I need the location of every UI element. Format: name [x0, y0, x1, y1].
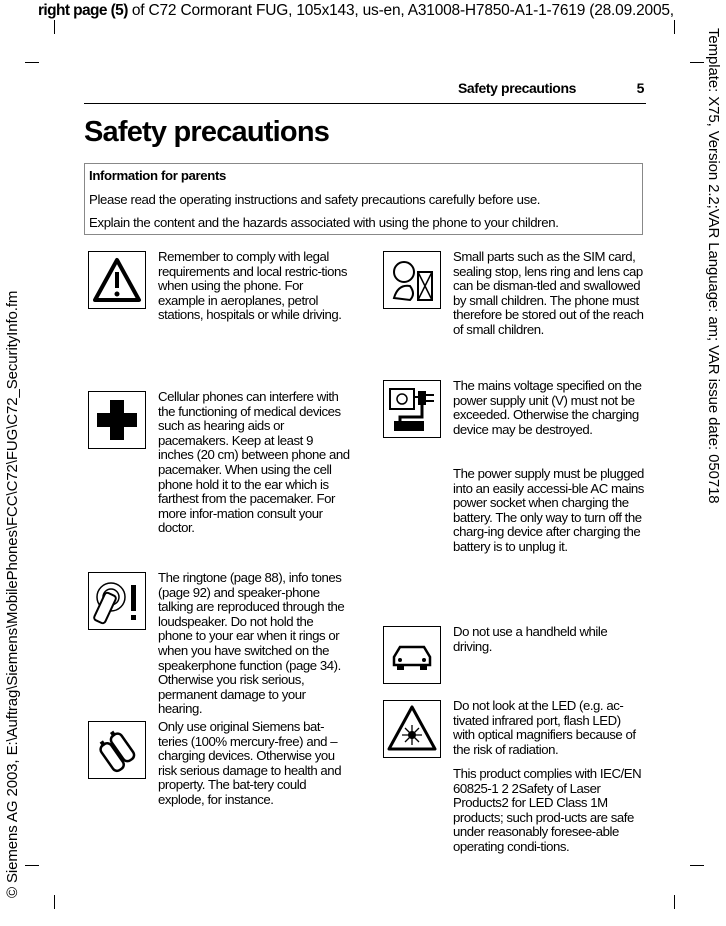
print-header-bold: right page (5)	[38, 2, 128, 19]
running-header	[84, 78, 646, 104]
power-supply-icon	[383, 380, 441, 438]
safety-text: Cellular phones can interfere with the functioning of medical devices such as hearing aids or pacemakers. Keep at least 9 inches (20 cm) between phone and pacemaker. When using the cell phone hold it to the ear which is farthest from the pacemaker. For more infor-mation consult your doctor.	[158, 389, 350, 536]
page-number: 5	[636, 80, 644, 96]
safety-text: Do not use a handheld while driving.	[453, 624, 608, 654]
safety-text: Remember to comply with legal requirements and local restric-tions when using the phone. For example in aeroplanes, petrol stations, hospitals or while driving.	[158, 249, 348, 323]
safety-text: The mains voltage specified on the power supply unit (V) must not be exceeded. Otherwise the charging device may be destroyed.	[453, 378, 642, 437]
baby-small-parts-icon	[383, 251, 441, 309]
crop-mark	[674, 895, 675, 909]
car-icon	[383, 626, 441, 684]
side-file-path: © Siemens AG 2003, E:\Auftrag\Siemens\MobilePhones\FCC\C72\FUG\C72_SecurityInfo.fm	[4, 290, 21, 898]
safety-text: Only use original Siemens bat-teries (100% mercury-free) and – charging devices. Otherwise you risk serious damage to health and property. The bat-tery could explode, for instance.	[158, 719, 342, 807]
crop-mark	[690, 62, 704, 63]
medical-cross-icon	[88, 391, 146, 449]
crop-mark	[674, 20, 675, 34]
crop-mark	[25, 62, 39, 63]
safety-text: Small parts such as the SIM card, sealing stop, lens ring and lens cap can be disman-tled and swallowed by small children. The phone must therefore be stored out of the reach of small children.	[453, 249, 644, 337]
info-box	[84, 163, 643, 235]
print-header-rest: of C72 Cormorant FUG, 105x143, us-en, A31008-H7850-A1-1-7619 (28.09.2005,	[127, 2, 674, 19]
header-section: Safety precautions	[457, 80, 576, 96]
crop-mark	[54, 20, 55, 34]
print-header-line	[38, 2, 674, 20]
warning-icon	[88, 251, 146, 309]
side-template-info: Template: X75, Version 2.2;VAR Language: am; VAR issue date: 050718	[705, 28, 722, 504]
crop-mark	[25, 865, 39, 866]
safety-text: The power supply must be plugged into an easily accessi-ble AC mains power socket when charging the battery. The only way to turn off the charg-ing device after charging the battery is to unplug it.	[453, 466, 644, 554]
battery-icon	[88, 721, 146, 779]
laser-warning-icon	[383, 700, 441, 758]
info-text: Explain the content and the hazards associated with using the phone to your children.	[89, 215, 559, 230]
crop-mark	[54, 895, 55, 909]
info-heading: Information for parents	[89, 168, 227, 183]
phone-loudspeaker-icon	[88, 572, 146, 630]
page-title: Safety precautions	[84, 116, 330, 148]
safety-text: The ringtone (page 88), info tones (page 92) and speaker-phone talking are reproduced through the loudspeaker. Do not hold the phone to your ear when it rings or when you have switched on the speakerphone function (page 34). Otherwise you risk serious, permanent damage to your hearing.	[158, 570, 345, 717]
crop-mark	[690, 865, 704, 866]
safety-text: Do not look at the LED (e.g. ac-tivated infrared port, flash LED) with optical magnifiers because of the risk of radiation.	[453, 698, 636, 757]
safety-text: This product complies with IEC/EN 60825-1 2 2Safety of Laser Products2 for LED Class 1M products; such prod-ucts are safe under reasonably foresee-able operating condi-tions.	[453, 766, 642, 854]
info-text: Please read the operating instructions and safety precautions carefully before use.	[89, 192, 541, 207]
